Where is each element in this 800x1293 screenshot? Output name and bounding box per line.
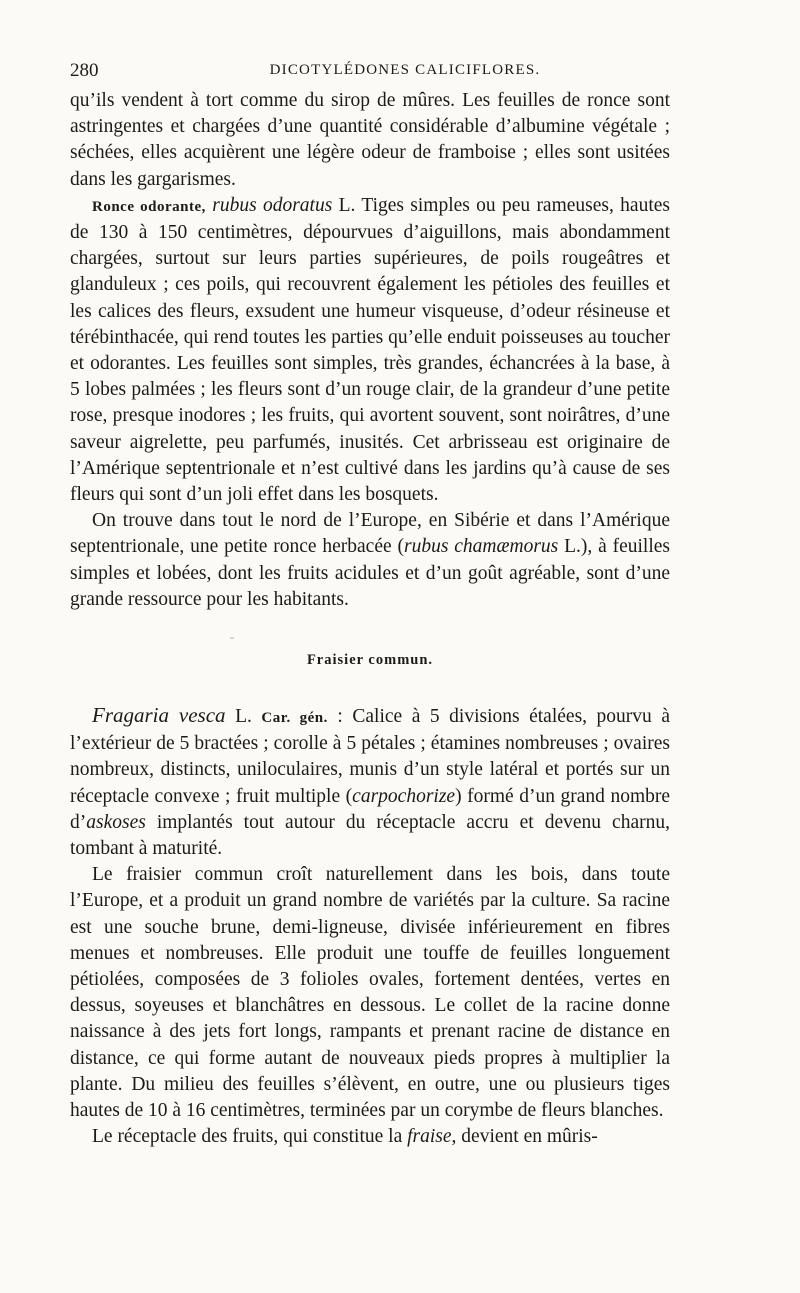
term-askoses: askoses (86, 811, 146, 833)
paragraph-rubus-chamaemorus: On trouve dans tout le nord de l’Europe, en Sibérie et dans l’Amérique septentrionale, une petite ronce herbacée (rubus chamæmorus L.), à feuilles simples et lobées, dont les fruits acidules et d’un goût agréable, sont d’une grande ressource pour les habitants. (70, 510, 670, 610)
term-carpochorize: carpochorize (352, 785, 456, 807)
lower-text-block (70, 702, 670, 1150)
latin-name: rubus chamæmorus (403, 536, 559, 558)
paragraph-fraisier-description: Le fraisier commun croît naturellement dans les bois, dans toute l’Europe, et a produit un grand nombre de variétés par la culture. Sa racine est une souche brune, demi-ligneuse, divisée inférieurement en fibres menues et nombreuses. Elle produit une touffe de feuilles longuement pétiolées, composées de 3 folioles ovales, fortement dentées, vertes en dessus, soyeuses et blanchâtres en dessous. Le collet de la racine donne naissance à des jets fort longs, rampants et prenant racine de distance en distance, ce qui forme autant de nouveaux pieds propres à multiplier la plante. Du milieu des feuilles s’élèvent, en outre, une ou plusieurs tiges hautes de 10 à 16 centimètres, terminées par un corymbe de fleurs blanches. (70, 864, 670, 1122)
latin-name: rubus odoratus (212, 194, 333, 216)
speck-mark (230, 637, 234, 639)
term-fraise: fraise (407, 1126, 452, 1148)
entry-text: Tiges simples ou peu rameuses, hautes de 130 à 150 centimètres, dépourvues d’aiguillons, mais abondamment chargées, surtout sur leurs parties supérieures, de poils rougeâtres et glanduleux ; ces poils, qui recouvrent également les pétioles des feuilles et les calices des fleurs, exsudent une humeur visqueuse, d’odeur résineuse et térébinthacée, qui rend toutes les parties qu’elle enduit poisseuses au toucher et odorantes. Les feuilles sont simples, très grandes, échancrées à la base, à 5 lobes palmées ; les fleurs sont d’un rouge clair, de la grandeur d’une petite rose, presque inodores ; les fruits, qui avortent souvent, sont noirâtres, d’une saveur aigrelette, peu parfumés, inusités. Cet arbrisseau est originaire de l’Amérique septentrionale et n’est cultivé dans les jardins qu’à cause de ses fleurs qui sont d’un joli effet dans les bosquets. (70, 194, 670, 506)
section-title: Fraisier commun. (306, 652, 434, 668)
latin-name: Fragaria vesca (92, 703, 226, 727)
characters-label: Car. gén. (261, 710, 328, 726)
paragraph-receptacle: Le réceptacle des fruits, qui constitue la fraise, devient en mûris- (92, 1126, 598, 1148)
paragraph-1: qu’ils vendent à tort comme du sirop de mûres. Les feuilles de ronce sont astringentes et chargées d’une quantité considérable d’albumine végétale ; séchées, elles acquièrent une légère odeur de framboise ; elles sont usitées dans les gargarismes. (70, 90, 670, 190)
paragraph-ronce-odorante: Ronce odorante, rubus odoratus L. Tiges simples ou peu rameuses, hautes de 130 à 150 centimètres, dépourvues d’aiguillons, mais abondamment chargées, surtout sur leurs parties supérieures, de poils rougeâtres et glanduleux ; ces poils, qui recouvrent également les pétioles des feuilles et les calices des fleurs, exsudent une humeur visqueuse, d’odeur résineuse et térébinthacée, qui rend toutes les parties qu’elle enduit poisseuses au toucher et odorantes. Les feuilles sont simples, très grandes, échancrées à la base, à 5 lobes palmées ; les fleurs sont d’un rouge clair, de la grandeur d’une petite rose, presque inodores ; les fruits, qui avortent souvent, sont noirâtres, d’une saveur aigrelette, peu parfumés, inusités. Cet arbrisseau est originaire de l’Amérique septentrionale et n’est cultivé dans les jardins qu’à cause de ses fleurs qui sont d’un joli effet dans les bosquets. (70, 194, 670, 506)
entry-heading: Ronce odorante, (92, 198, 206, 215)
page-number: 280 (70, 60, 99, 81)
running-title: DICOTYLÉDONES CALICIFLORES. (269, 62, 541, 78)
paragraph-fragaria-characters: Fragaria vesca L. Car. gén. : Calice à 5 divisions étalées, pourvu à l’extérieur de 5 bractées ; corolle à 5 pétales ; étamines nombreuses ; ovaires nombreux, distincts, uniloculaires, munis d’un style latéral et portés sur un réceptacle convexe ; fruit multiple (carpochorize) formé d’un grand nombre d’askoses implantés tout autour du réceptacle accru et devenu charnu, tombant à maturité. (70, 703, 671, 860)
upper-text-block (70, 88, 670, 613)
page-header (70, 60, 740, 84)
